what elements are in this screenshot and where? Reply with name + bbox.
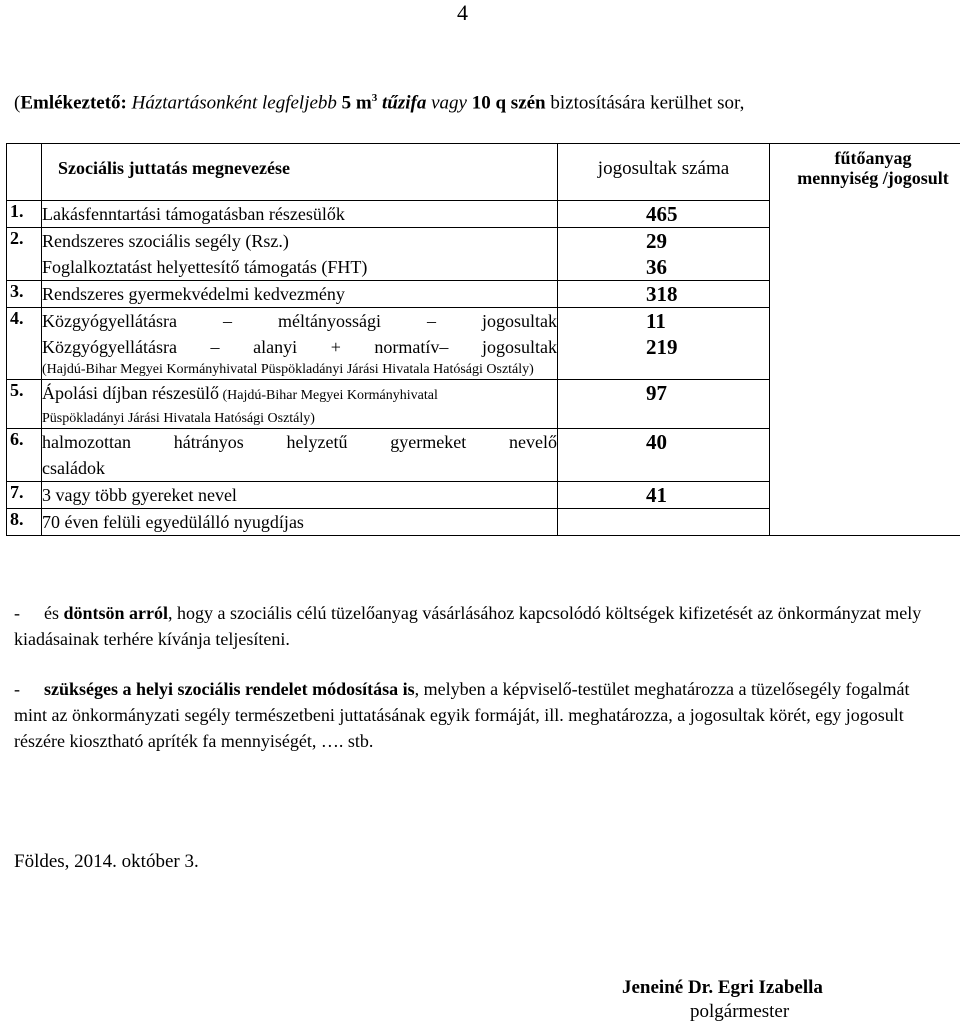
row-num: 1. (7, 201, 42, 228)
table-header-row (7, 144, 960, 201)
row-count (558, 509, 770, 536)
row-name: 70 éven felüli egyedülálló nyugdíjas (42, 509, 558, 536)
row-num: 3. (7, 281, 42, 308)
row-note-inline: (Hajdú-Bihar Megyei Kormányhivatal (218, 388, 438, 403)
header-count-cell: jogosultak száma (558, 144, 770, 201)
row-count: 318 (558, 281, 770, 308)
reminder-line (14, 92, 744, 114)
header-name-cell: Szociális juttatás megnevezése (42, 144, 558, 201)
row-count: 11 219 (558, 308, 770, 380)
signature-name: Jeneiné Dr. Egri Izabella (622, 977, 823, 998)
row-name: Lakásfenntartási támogatásban részesülők (42, 201, 558, 228)
row-num: 4. (7, 308, 42, 380)
row-count: 29 36 (558, 228, 770, 281)
row-num: 5. (7, 380, 42, 429)
row-name: Közgyógyellátásra – méltányossági – jogosultak Közgyógyellátásra – alanyi + normatív– jogosultak (Hajdú-Bihar Megyei Kormányhivatal Püspökladányi Járási Hivatala Hatósági Osztály) (42, 308, 558, 380)
row-count: 465 (558, 201, 770, 228)
row-count: 97 (558, 380, 770, 429)
page-number: 4 (457, 0, 468, 25)
paragraph-1-bold: döntsön arról (63, 603, 169, 623)
reminder-fuel-a: tűzifa (382, 92, 427, 114)
paragraph-1: - és döntsön arról, hogy a szociális célú tüzelőanyag vásárlásához kapcsolódó költségek kifizetését az önkormányzat mely kiadásainak terhére kívánja teljesíteni. (14, 603, 922, 649)
row-note: Püspökladányi Járási Hivatala Hatósági Osztály) (42, 411, 315, 426)
reminder-text-a: Háztartásonként legfeljebb (126, 92, 342, 114)
benefit-table (6, 143, 960, 536)
row-num: 2. (7, 228, 42, 281)
header-fuel-line1: fűtőanyag (834, 148, 912, 168)
reminder-or: vagy (426, 92, 472, 114)
reminder-tail: biztosítására kerülhet sor, (545, 92, 745, 114)
row-num: 6. (7, 429, 42, 482)
row-num: 8. (7, 509, 42, 536)
reminder-open-paren: ( (14, 92, 21, 114)
row-count: 41 (558, 482, 770, 509)
reminder-amount-b: 10 q szén (471, 92, 546, 114)
row-name: Rendszeres szociális segély (Rsz.) Foglalkoztatást helyettesítő támogatás (FHT) (42, 228, 558, 281)
date-line: Földes, 2014. október 3. (14, 851, 199, 872)
row-name: Ápolási díjban részesülő (Hajdú-Bihar Megyei Kormányhivatal Püspökladányi Járási Hivatala Hatósági Osztály) (42, 380, 558, 429)
header-fuel-cell (770, 144, 960, 536)
row-name: Rendszeres gyermekvédelmi kedvezmény (42, 281, 558, 308)
signature-title: polgármester (690, 1001, 790, 1022)
row-count: 40 (558, 429, 770, 482)
reminder-lead: Emlékeztető: (20, 92, 127, 114)
row-note: (Hajdú-Bihar Megyei Kormányhivatal Püspökladányi Járási Hivatala Hatósági Osztály) (42, 362, 534, 377)
header-fuel-line2: mennyiség /jogosult (797, 168, 949, 188)
paragraph-2: - szükséges a helyi szociális rendelet módosítása is, melyben a képviselő-testület meghatározza a tüzelősegély fogalmát mint az önkormányzati segély természetbeni juttatásának egyik formáját, ill. meghatározza, a jogosultak körét, egy jogosult részére kiosztható apríték fa mennyiségét, …. stb. (14, 679, 910, 751)
row-num: 7. (7, 482, 42, 509)
reminder-sup: 3 (371, 92, 378, 104)
reminder-amount-a: 5 m (341, 92, 372, 114)
row-name: 3 vagy több gyereket nevel (42, 482, 558, 509)
header-num-cell (7, 144, 42, 201)
row-name: halmozottan hátrányos helyzetű gyermeket nevelő családok (42, 429, 558, 482)
paragraph-2-bold: szükséges a helyi szociális rendelet módosítása is (44, 679, 415, 699)
